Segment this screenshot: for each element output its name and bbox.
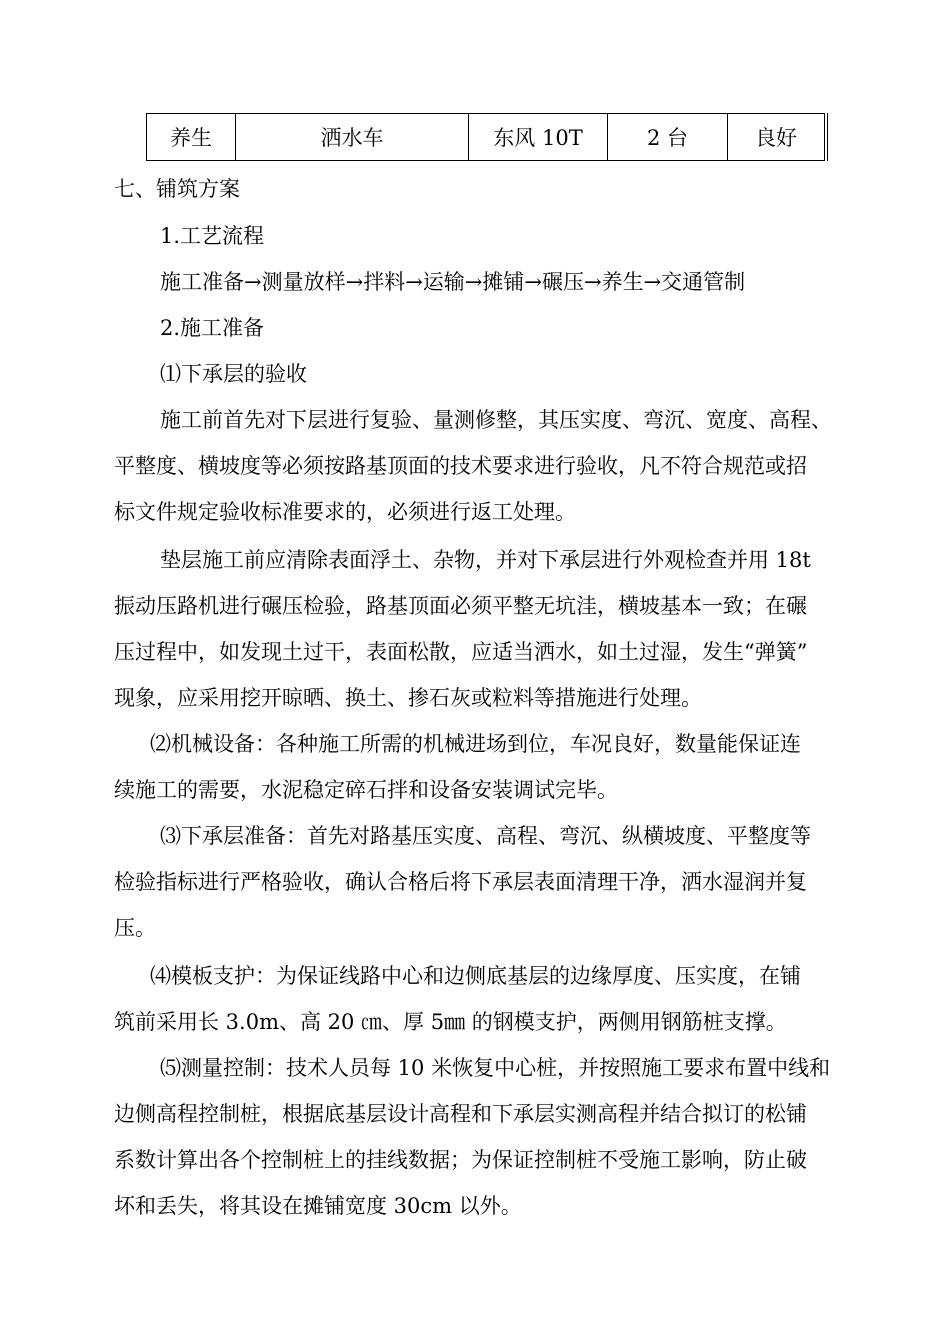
item-5-line-1: ⑸测量控制：技术人员每 10 米恢复中心桩，并按照施工要求布置中线和: [160, 1056, 831, 1080]
cell-model: 东风 10T: [469, 114, 608, 161]
para-2-line-3: 压过程中，如发现土过干，表面松散，应适当洒水，如土过湿，发生“弹簧”: [114, 640, 808, 664]
subsection-2-heading: 2.施工准备: [160, 316, 265, 340]
cell-condition: 良好: [728, 114, 827, 161]
cell-quantity: 2 台: [608, 114, 728, 161]
item-5-line-2: 边侧高程控制桩，根据底基层设计高程和下承层实测高程并结合拟订的松铺: [114, 1102, 807, 1126]
item-3-line-3: 压。: [114, 916, 156, 940]
para-1-line-1: 施工前首先对下层进行复验、量测修整，其压实度、弯沉、宽度、高程、: [160, 408, 832, 432]
item-2-line-1: ⑵机械设备：各种施工所需的机械进场到位，车况良好，数量能保证连: [150, 732, 801, 756]
item-5-line-3: 系数计算出各个控制桩上的挂线数据；为保证控制桩不受施工影响，防止破: [114, 1148, 807, 1172]
cell-process: 养生: [147, 114, 236, 161]
item-2-line-2: 续施工的需要，水泥稳定碎石拌和设备安装调试完毕。: [114, 778, 618, 802]
item-3-line-2: 检验指标进行严格验收，确认合格后将下承层表面清理干净，洒水湿润并复: [114, 870, 807, 894]
table-row: [147, 114, 827, 161]
para-1-line-3: 标文件规定验收标准要求的，必须进行返工处理。: [114, 500, 576, 524]
para-2-line-2: 振动压路机进行碾压检验，路基顶面必须平整无坑洼，横坡基本一致；在碾: [114, 594, 807, 618]
process-flow: 施工准备→测量放样→拌料→运输→摊铺→碾压→养生→交通管制: [160, 270, 746, 294]
para-2-line-1: 垫层施工前应清除表面浮土、杂物，并对下承层进行外观检查并用 18t: [160, 548, 811, 572]
subsection-1-heading: 1.工艺流程: [160, 224, 265, 248]
cell-equipment: 洒水车: [236, 114, 469, 161]
item-4-line-1: ⑷模板支护：为保证线路中心和边侧底基层的边缘厚度、压实度，在铺: [150, 964, 801, 988]
equipment-table: [146, 113, 828, 161]
para-2-line-4: 现象，应采用挖开晾晒、换土、掺石灰或粒料等措施进行处理。: [114, 686, 702, 710]
item-3-line-1: ⑶下承层准备：首先对路基压实度、高程、弯沉、纵横坡度、平整度等: [160, 824, 811, 848]
para-1-line-2: 平整度、横坡度等必须按路基顶面的技术要求进行验收，凡不符合规范或招: [114, 454, 807, 478]
item-5-line-4: 坏和丢失，将其设在摊铺宽度 30cm 以外。: [114, 1194, 522, 1218]
item-4-line-2: 筑前采用长 3.0m、高 20 ㎝、厚 5㎜ 的钢模支护，两侧用钢筋桩支撑。: [114, 1010, 787, 1034]
section-heading: 七、铺筑方案: [114, 177, 240, 201]
item-1-heading: ⑴下承层的验收: [160, 362, 307, 386]
